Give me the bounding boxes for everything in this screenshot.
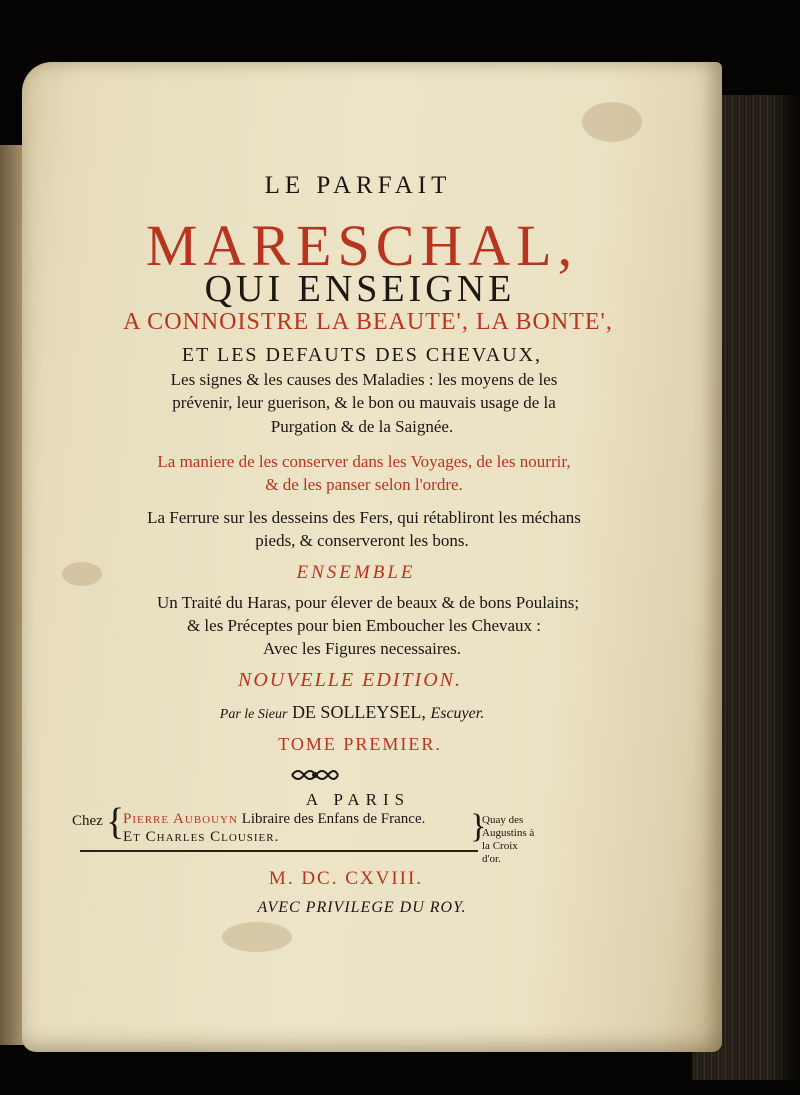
publisher-line-2: Et Charles Clousier.	[123, 829, 280, 845]
publisher1-name: Pierre Aubouyn	[123, 811, 238, 827]
para2-line1: La maniere de les conserver dans les Voyages, de les nourrir,	[157, 452, 571, 471]
printer-ornament-icon	[290, 767, 340, 783]
right-brace-icon: }	[470, 808, 487, 845]
para2-line2: & de les panser selon l'ordre.	[265, 475, 463, 494]
title-line-5: ET LES DEFAUTS DES CHEVAUX,	[181, 344, 543, 366]
address-line: la Croix	[482, 840, 518, 852]
author-prefix: Par le Sieur	[219, 707, 288, 722]
para4-line3: Avec les Figures necessaires.	[263, 639, 461, 658]
para1-line2: prévenir, leur guerison, & le bon ou mauvais usage de la	[172, 393, 556, 412]
para3-line2: pieds, & conserveront les bons.	[255, 531, 469, 550]
title-main: MARESCHAL,	[145, 213, 579, 278]
title-line-4: A CONNOISTRE LA BEAUTE', LA BONTE',	[123, 309, 613, 335]
author-name: DE SOLLEYSEL,	[291, 702, 426, 722]
edition-line: NOUVELLE EDITION.	[237, 669, 462, 691]
address-line: Quay des	[482, 814, 524, 826]
left-brace-icon: {	[106, 801, 125, 843]
city-line: A PARIS	[305, 790, 411, 809]
para3-line1: La Ferrure sur les desseins des Fers, qui rétabliront les méchans	[147, 508, 581, 527]
para4-line1: Un Traité du Haras, pour élever de beaux & de bons Poulains;	[156, 593, 580, 612]
title-line-1: LE PARFAIT	[264, 172, 452, 199]
title-line-3: QUI ENSEIGNE	[204, 268, 516, 310]
author-line	[2, 702, 702, 723]
date-line: M. DC. CXVIII.	[268, 868, 424, 889]
privilege-line: AVEC PRIVILEGE DU ROY.	[257, 899, 467, 916]
para1-line1: Les signes & les causes des Maladies : les moyens de les	[170, 370, 558, 389]
title-page	[22, 62, 722, 1052]
publisher-line-1	[123, 811, 425, 828]
publisher-address	[482, 814, 534, 866]
publisher1-rest: Libraire des Enfans de France.	[237, 811, 426, 827]
horizontal-rule	[80, 850, 478, 852]
para1-line3: Purgation & de la Saignée.	[270, 417, 454, 436]
address-line: d'or.	[482, 853, 501, 865]
volume-line: TOME PREMIER.	[278, 734, 442, 754]
chez-label: Chez	[72, 813, 103, 829]
ensemble-heading: ENSEMBLE	[296, 562, 416, 583]
para4-line2: & les Préceptes pour bien Emboucher les Chevaux :	[186, 616, 542, 635]
address-line: Augustins à	[482, 827, 535, 839]
author-suffix: Escuyer.	[430, 705, 485, 722]
